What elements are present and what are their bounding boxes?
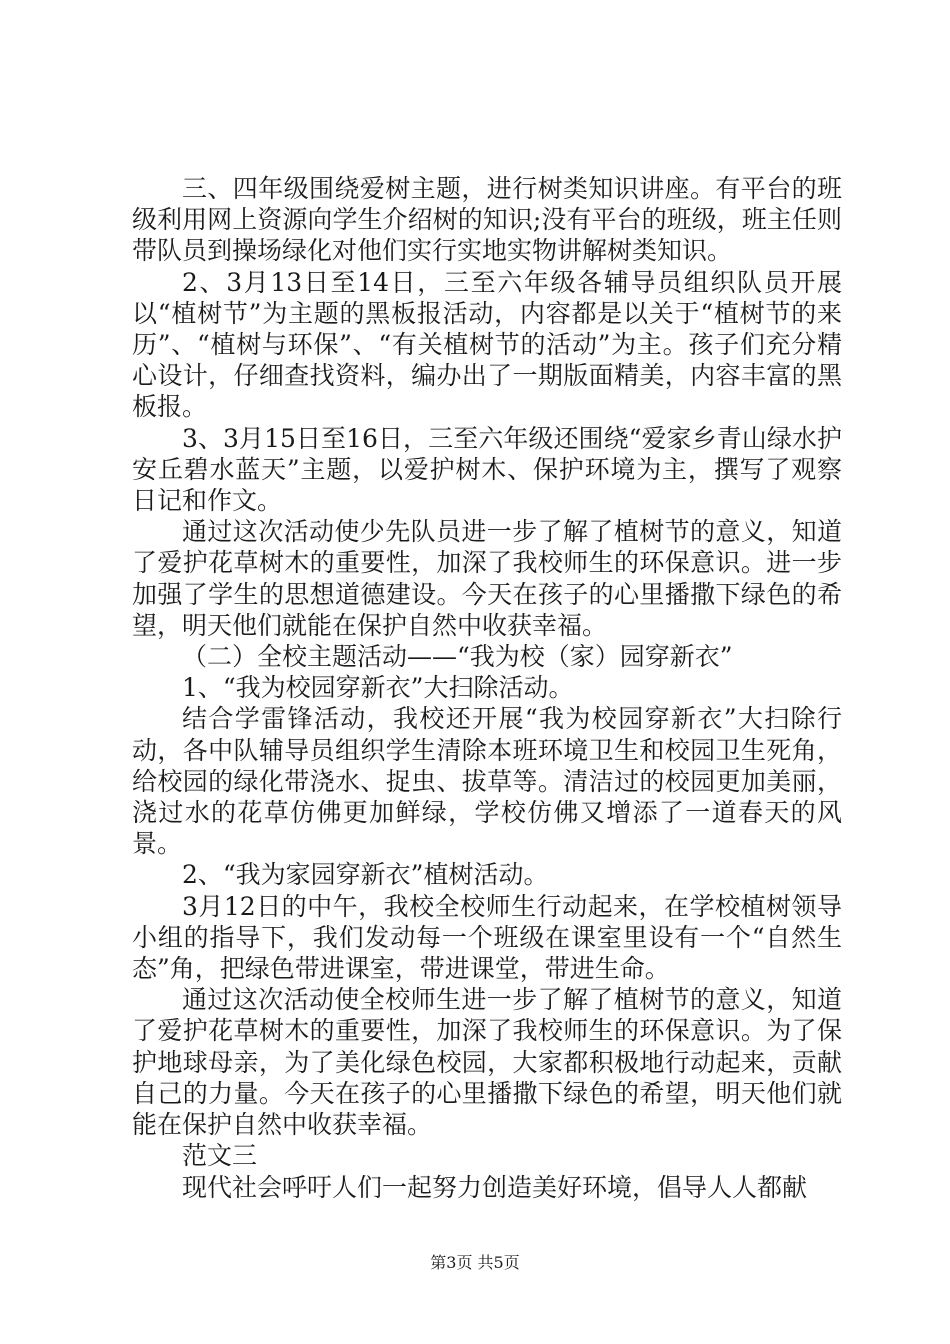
section-heading-school-theme: （二）全校主题活动——“我为校（家）园穿新衣” [182, 642, 733, 672]
paragraph-sample-three-start: 现代社会呼吁人们一起努力创造美好环境，倡导人人都献 [182, 1172, 808, 1202]
paragraph-summary-two: 通过这次活动使全校师生进一步了解了植树节的意义，知道了爱护花草树木的重要性，加深了我校师生的环保意识。为了保护地球母亲，为了美化绿色校园，大家都积极地行动起来，贡献自己的力量。今天在孩子的心里播撒下绿色的希望，明天他们就能在保护自然中收获幸福。 [132, 985, 842, 1140]
paragraph-summary-one: 通过这次活动使少先队员进一步了解了植树节的意义，知道了爱护花草树木的重要性，加深了我校师生的环保意识。进一步加强了学生的思想道德建设。今天在孩子的心里播撒下绿色的希望，明天他们就能在保护自然中收获幸福。 [132, 517, 842, 640]
section-heading-sample-three: 范文三 [182, 1141, 258, 1171]
subheading-cleanup: 1、“我为校园穿新衣”大扫除活动。 [182, 673, 574, 703]
paragraph-tree-lecture: 三、四年级围绕爱树主题，进行树类知识讲座。有平台的班级利用网上资源向学生介绍树的知识;没有平台的班级，班主任则带队员到操场绿化对他们实行实地实物讲解树类知识。 [132, 174, 842, 266]
paragraph-cleanup: 结合学雷锋活动，我校还开展“我为校园穿新衣”大扫除行动，各中队辅导员组织学生清除本班环境卫生和校园卫生死角，给校园的绿化带浇水、捉虫、拔草等。清洁过的校园更加美丽，浇过水的花草仿佛更加鲜绿，学校仿佛又增添了一道春天的风景。 [132, 704, 842, 859]
paragraph-writing-activity: 3、3月15日至16日，三至六年级还围绕“爱家乡青山绿水护安丘碧水蓝天”主题，以爱护树木、保护环境为主，撰写了观察日记和作文。 [132, 423, 842, 516]
paragraph-planting: 3月12日的中午，我校全校师生行动起来，在学校植树领导小组的指导下，我们发动每一个班级在课室里设有一个“自然生态”角，把绿色带进课室，带进课堂，带进生命。 [132, 891, 842, 984]
subheading-planting: 2、“我为家园穿新衣”植树活动。 [182, 860, 549, 890]
paragraph-blackboard-activity: 2、3月13日至14日，三至六年级各辅导员组织队员开展以“植树节”为主题的黑板报活动，内容都是以关于“植树节的来历”、“植树与环保”、“有关植树节的活动”为主。孩子们充分精心设计，仔细查找资料，编办出了一期版面精美，内容丰富的黑板报。 [132, 267, 842, 422]
document-body [132, 173, 842, 1203]
page-number: 第3页 共5页 [430, 1253, 520, 1272]
